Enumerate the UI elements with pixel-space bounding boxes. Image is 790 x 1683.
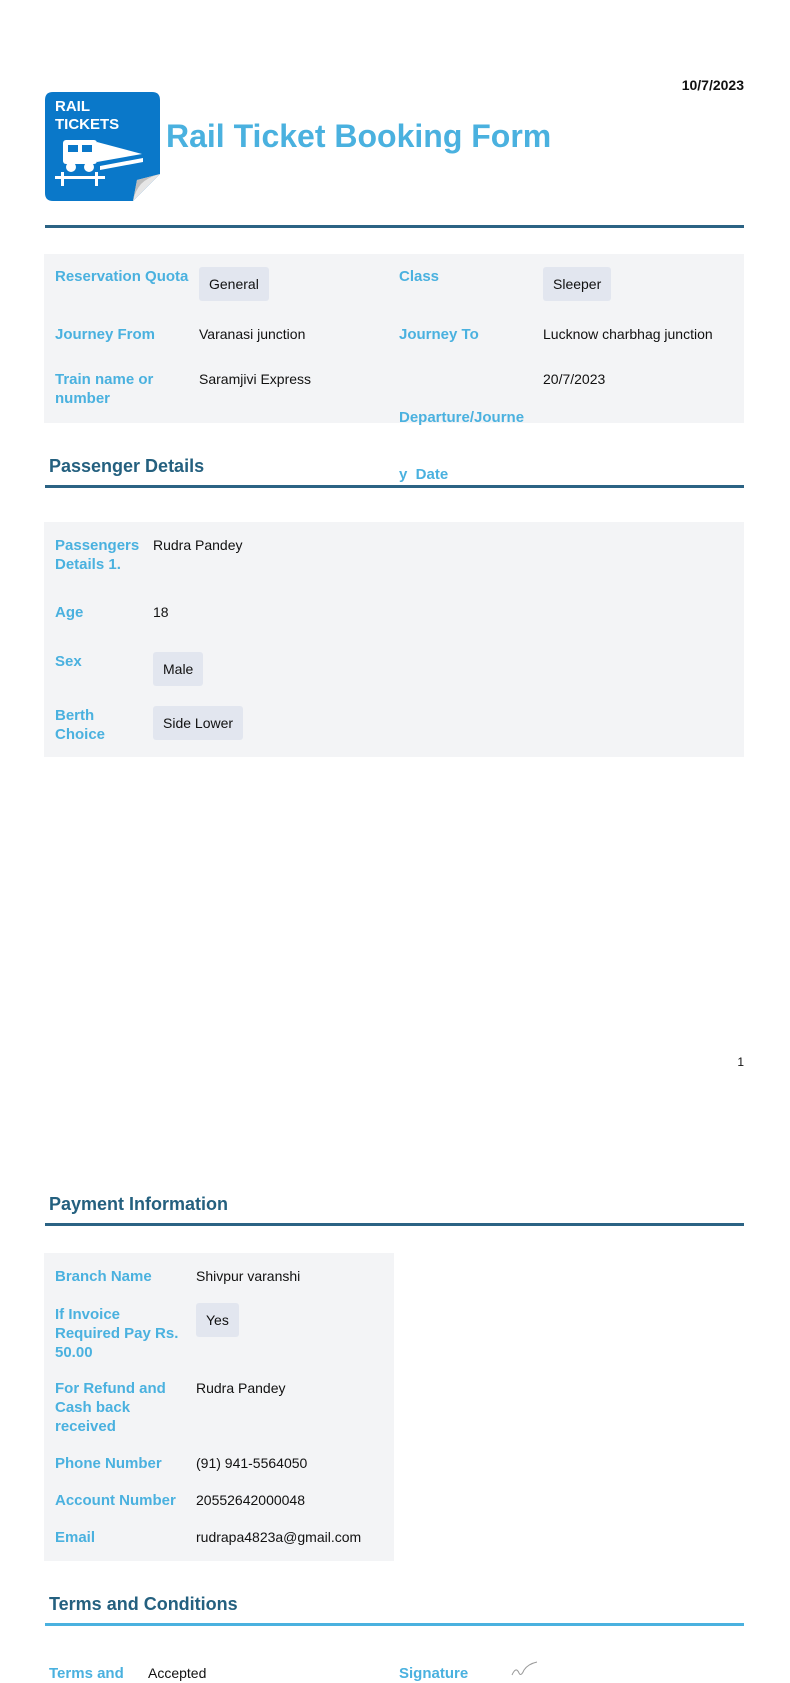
- train-value: Saramjivi Express: [199, 371, 312, 387]
- account-number-value: 20552642000048: [196, 1492, 306, 1508]
- svg-text:TICKETS: TICKETS: [55, 116, 120, 133]
- age-label: Age: [55, 604, 84, 621]
- passenger-details-label: Passengers Details 1.: [55, 537, 140, 573]
- header-divider: [45, 225, 744, 228]
- sex-label: Sex: [55, 653, 82, 670]
- passenger-divider: [45, 485, 744, 488]
- journey-to-value: Lucknow charbhag junction: [543, 326, 713, 342]
- berth-choice-label: Berth Choice: [55, 707, 106, 743]
- email-value: rudrapa4823a@gmail.com: [196, 1529, 362, 1545]
- age-value: 18: [153, 604, 169, 620]
- terms-section-title: Terms and Conditions: [49, 1594, 238, 1614]
- reservation-quota-value[interactable]: General: [199, 267, 269, 301]
- passenger-name-value: Rudra Pandey: [153, 537, 243, 553]
- class-label: Class: [399, 268, 440, 285]
- passenger-panel: [44, 522, 744, 757]
- journey-from-value: Varanasi junction: [199, 326, 306, 342]
- phone-number-value: (91) 941-5564050: [196, 1455, 308, 1471]
- rail-tickets-logo: [45, 92, 160, 201]
- invoice-label: If Invoice Required Pay Rs. 50.00: [55, 1306, 179, 1361]
- departure-date-value: 20/7/2023: [543, 371, 606, 387]
- class-value[interactable]: Sleeper: [543, 267, 611, 301]
- payment-section-title: Payment Information: [49, 1194, 229, 1214]
- refund-value: Rudra Pandey: [196, 1380, 286, 1396]
- form-title: Rail Ticket Booking Form: [166, 118, 552, 154]
- form-date: 10/7/2023: [681, 77, 744, 93]
- passenger-section-title: Passenger Details: [49, 456, 205, 476]
- journey-from-label: Journey From: [55, 326, 156, 343]
- account-number-label: Account Number: [55, 1492, 176, 1509]
- invoice-value[interactable]: Yes: [196, 1303, 239, 1337]
- train-label: Train name or number: [55, 371, 154, 407]
- branch-name-label: Branch Name: [55, 1268, 152, 1285]
- reservation-quota-label: Reservation Quota: [55, 268, 189, 285]
- payment-divider: [45, 1223, 744, 1226]
- signature-label: Signature: [399, 1665, 469, 1682]
- svg-text:RAIL: RAIL: [55, 98, 90, 115]
- payment-panel: [44, 1253, 394, 1561]
- journey-to-label: Journey To: [399, 326, 479, 343]
- phone-number-label: Phone Number: [55, 1455, 162, 1472]
- terms-value: Accepted: [148, 1665, 207, 1681]
- signature-image: [510, 1660, 540, 1677]
- terms-divider: [45, 1623, 744, 1626]
- refund-label: For Refund and Cash back received: [55, 1380, 166, 1435]
- page-number: 1: [737, 1055, 744, 1069]
- departure-date-label: Departure/Journe y Date: [399, 409, 525, 483]
- berth-choice-value[interactable]: Side Lower: [153, 706, 243, 740]
- terms-label: Terms and: [49, 1665, 124, 1682]
- branch-name-value: Shivpur varanshi: [196, 1268, 301, 1284]
- email-label: Email: [55, 1529, 96, 1546]
- sex-value[interactable]: Male: [153, 652, 203, 686]
